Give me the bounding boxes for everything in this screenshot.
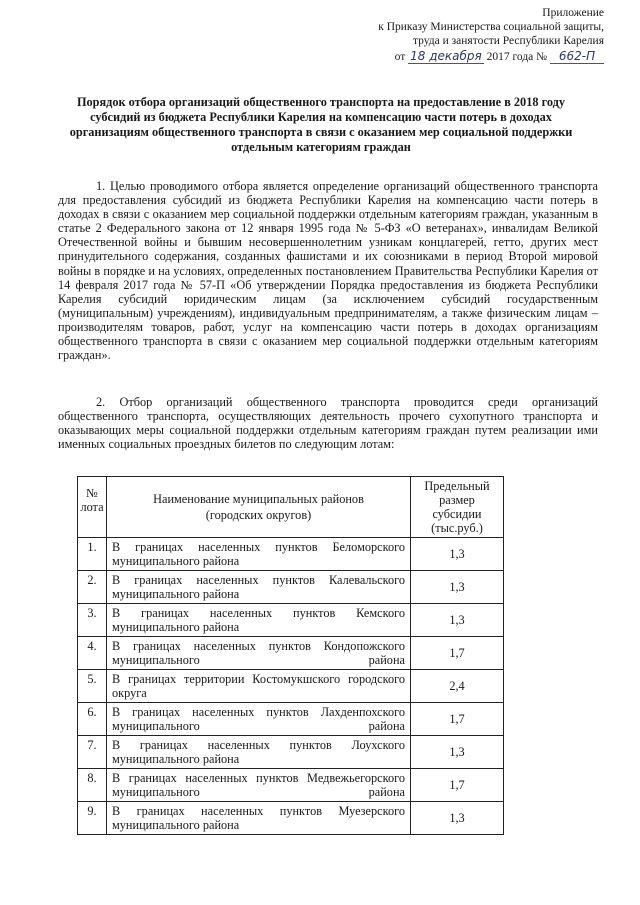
table-row [78, 604, 504, 637]
table-row [78, 538, 504, 571]
subsidy-limit: 1,3 [411, 538, 504, 571]
order-year: 2017 года № [486, 51, 548, 63]
approval-line-3: труда и занятости Республики Карелия [412, 35, 604, 47]
subsidy-limit: 1,3 [411, 736, 504, 769]
document-title: Порядок отбора организаций общественного транспорта на предоставление в 2018 году субсидий из бюджета Республики Карелия на компенсацию части потерь в доходах организациям общественного транспорта в связи с оказанием мер социальной поддержки отдельным категориям граждан [69, 95, 573, 154]
table-row [78, 571, 504, 604]
district-name: В границах населенных пунктов Лоухского муниципального района [107, 736, 411, 769]
approval-date-line [304, 49, 604, 64]
lot-number: 4. [78, 637, 107, 670]
header-subsidy-limit: Предельный размер субсидии (тыс.руб.) [411, 477, 504, 538]
table-row [78, 703, 504, 736]
lot-number: 3. [78, 604, 107, 637]
approval-line-1: Приложение [542, 7, 604, 19]
table-row [78, 769, 504, 802]
approval-line-2: к Приказу Министерства социальной защиты, [378, 21, 604, 33]
subsidy-limit: 1,3 [411, 571, 504, 604]
table-row [78, 736, 504, 769]
district-name: В границах населенных пунктов Муезерского муниципального района [107, 802, 411, 835]
subsidy-limit: 2,4 [411, 670, 504, 703]
subsidy-limit: 1,3 [411, 802, 504, 835]
lot-number: 5. [78, 670, 107, 703]
lot-number: 8. [78, 769, 107, 802]
table-row [78, 670, 504, 703]
approval-stamp [304, 6, 604, 64]
subsidy-limit: 1,3 [411, 604, 504, 637]
lot-number: 1. [78, 538, 107, 571]
subsidy-limit: 1,7 [411, 703, 504, 736]
paragraph-1: 1. Целью проводимого отбора является определение организаций общественного транспорта для предоставления субсидий из бюджета Республики Карелия на компенсацию части потерь в доходах в связи с оказанием мер социальной поддержки отдельным категориям граждан, указанным в статье 2 Федерального закона от 12 января 1995 года № 5-ФЗ «О ветеранах», инвалидам Великой Отечественной войны и бывшим несовершеннолетним узникам концлагерей, гетто, других мест принудительного содержания, созданных фашистами и их союзниками в период Второй мировой войны в порядке и на условиях, определенных постановлением Правительства Республики Карелия от 14 февраля 2017 года № 57-П «Об утверждении Порядка предоставления из бюджета Республики Карелия субсидий юридическим лицам (за исключением субсидий государственным (муниципальным) учреждениям), индивидуальным предпринимателям, а также физическим лицам – производителям товаров, работ, услуг на компенсацию части потерь в доходах организациям общественного транспорта в связи с оказанием мер социальной поддержки отдельным категориям граждан». [58, 179, 598, 363]
paragraph-2: 2. Отбор организаций общественного транспорта проводится среди организаций общественного транспорта, осуществляющих деятельность прочего сухопутного транспорта и оказывающих меры социальной поддержки отдельным категориям граждан путем реализации ими именных социальных проездных билетов по следующим лотам: [58, 395, 598, 452]
table-row [78, 637, 504, 670]
header-name-sub: (городских округов) [205, 508, 312, 522]
table-header-row [78, 477, 504, 538]
district-name: В границах населенных пунктов Кондопожского муниципального района [107, 637, 411, 670]
handwritten-date: 18 декабря [410, 49, 482, 63]
header-district-name [107, 477, 411, 538]
lot-number: 7. [78, 736, 107, 769]
header-num-word: лота [80, 500, 104, 514]
district-name: В границах территории Костомукшского городского округа [107, 670, 411, 703]
subsidy-limit: 1,7 [411, 637, 504, 670]
district-name: В границах населенных пунктов Лахденпохского муниципального района [107, 703, 411, 736]
lot-number: 9. [78, 802, 107, 835]
header-num-symbol: № [86, 486, 98, 500]
table-row [78, 802, 504, 835]
district-name: В границах населенных пунктов Беломорского муниципального района [107, 538, 411, 571]
header-lot-number [78, 477, 107, 538]
lots-table [77, 476, 504, 835]
handwritten-order-number: 662-П [550, 49, 604, 64]
subsidy-limit: 1,7 [411, 769, 504, 802]
district-name: В границах населенных пунктов Калевальского муниципального района [107, 571, 411, 604]
lot-number: 2. [78, 571, 107, 604]
lot-number: 6. [78, 703, 107, 736]
header-name-main: Наименование муниципальных районов [153, 492, 364, 506]
date-prefix: от [394, 51, 406, 63]
district-name: В границах населенных пунктов Кемского муниципального района [107, 604, 411, 637]
district-name: В границах населенных пунктов Медвежьегорского муниципального района [107, 769, 411, 802]
